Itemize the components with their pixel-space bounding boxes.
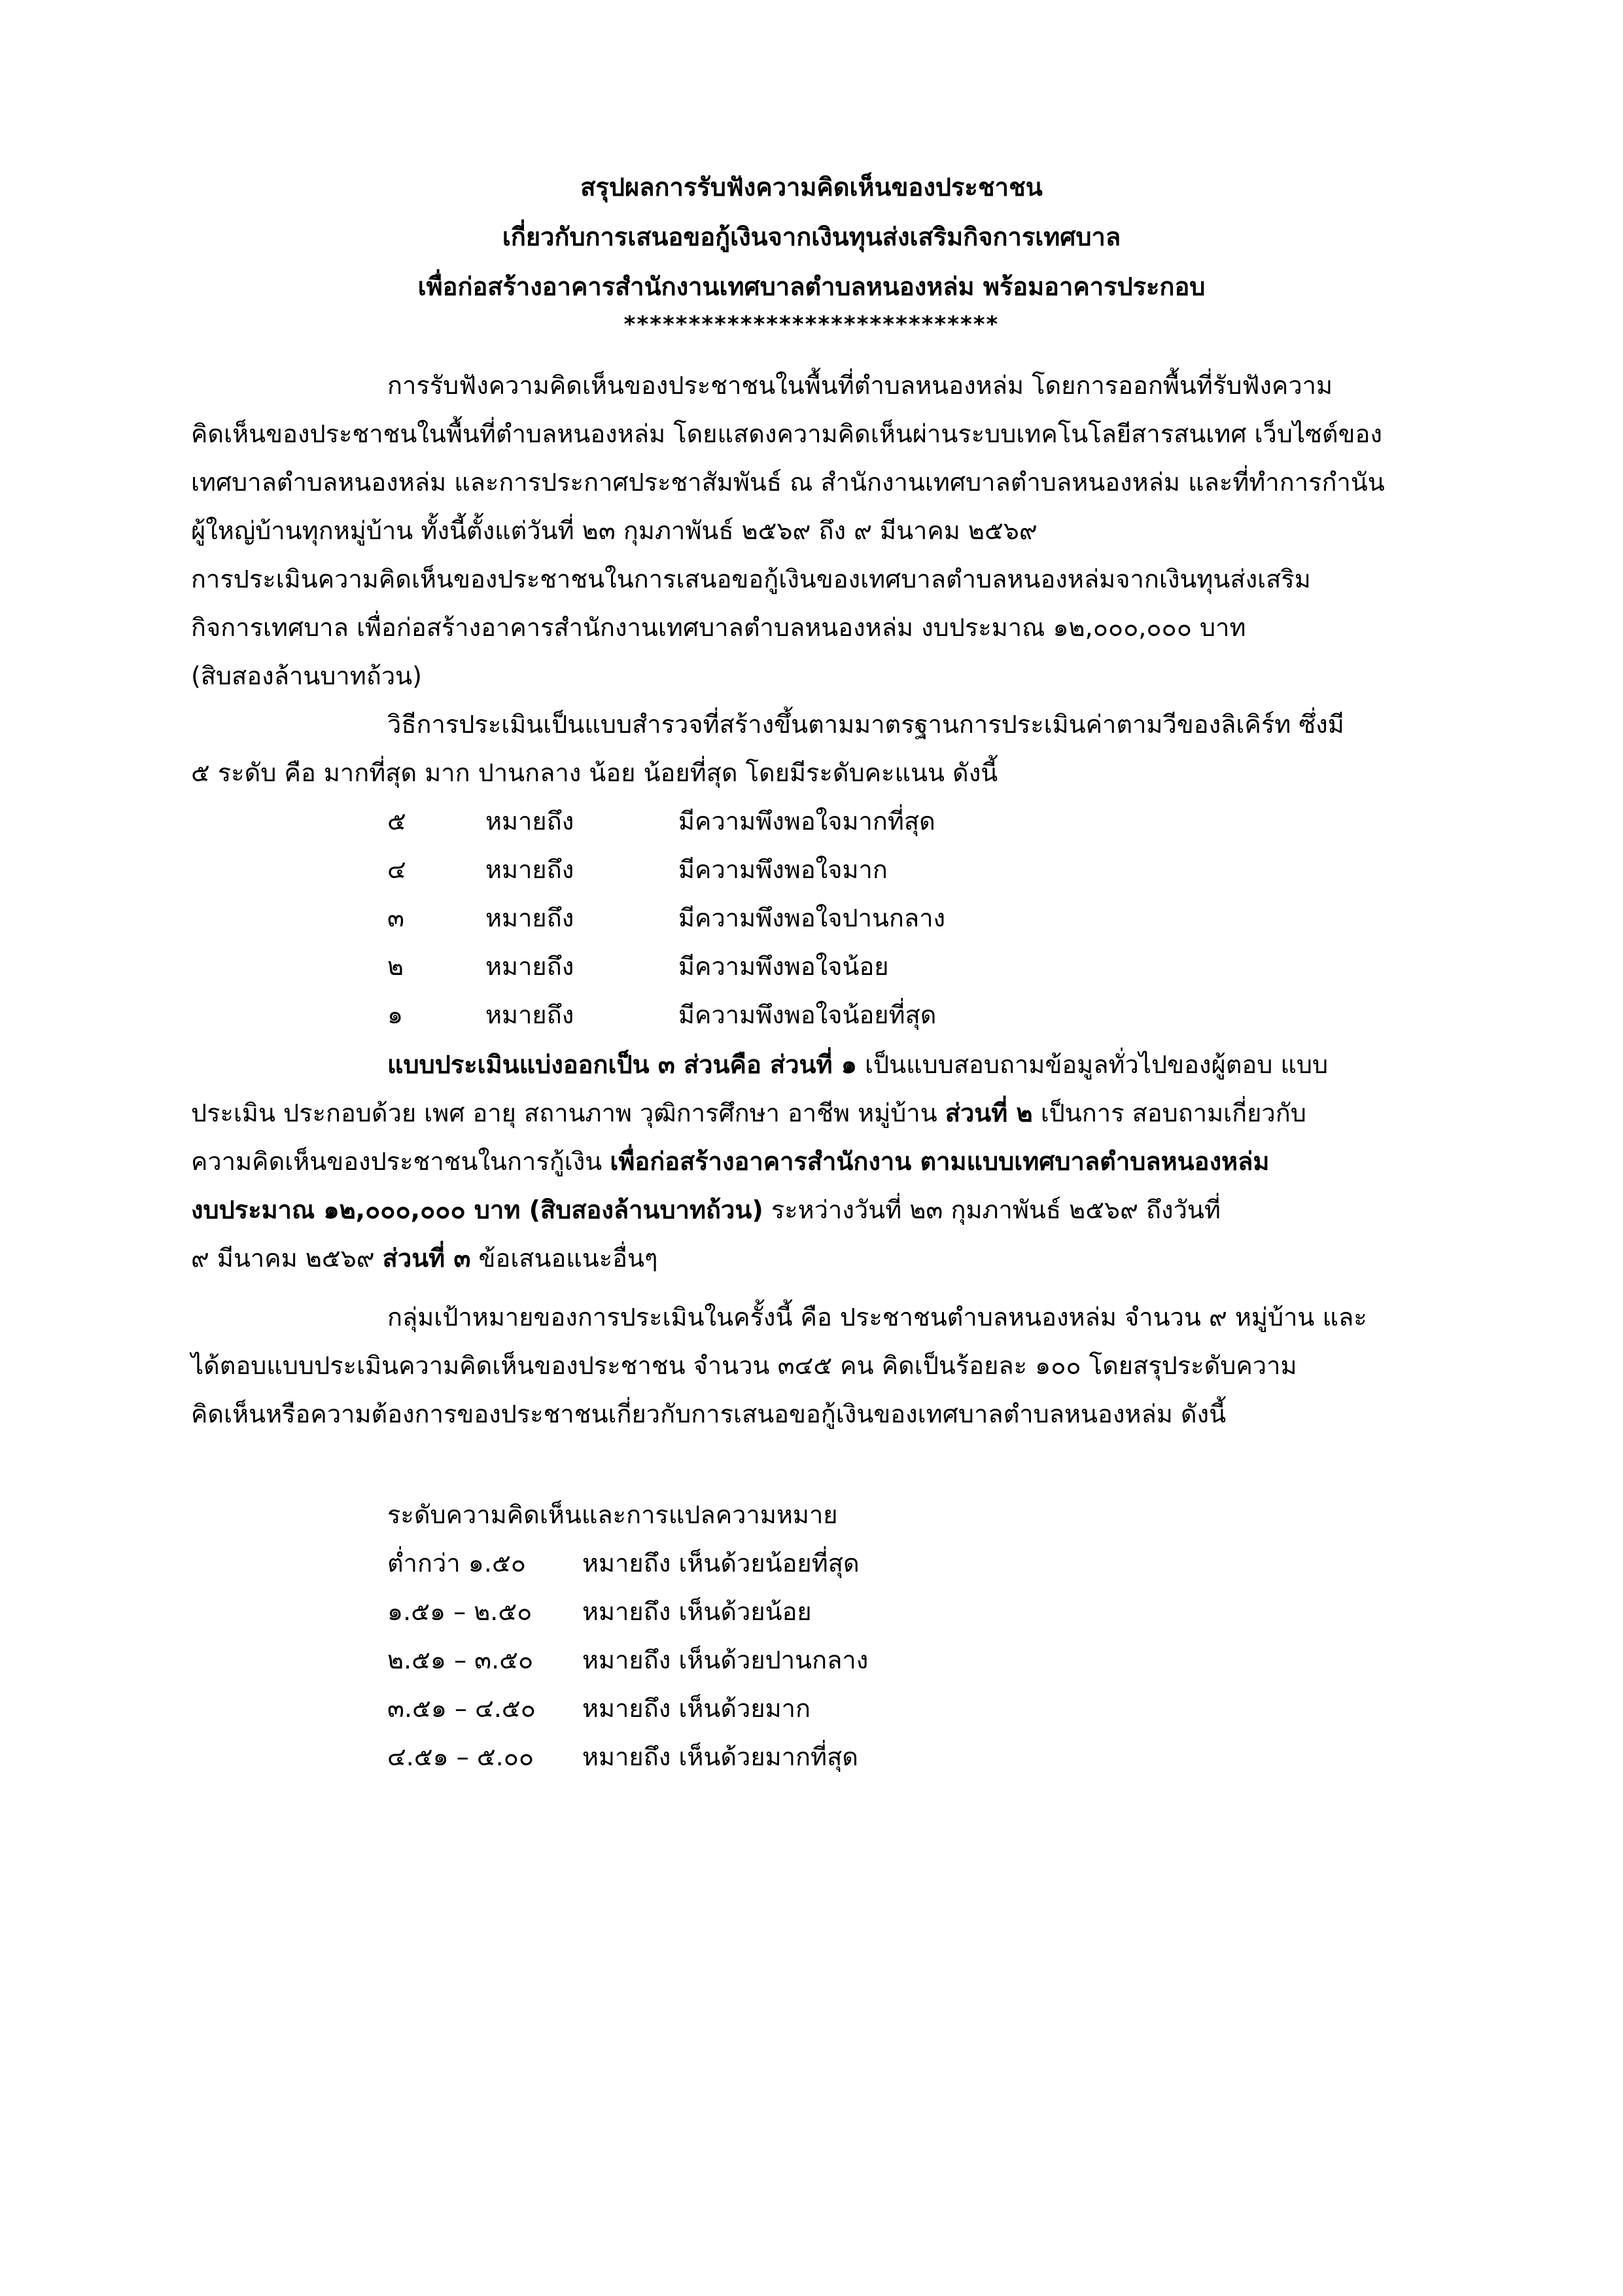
text-line: เทศบาลตำบลหนองหล่ม และการประกาศประชาสัมพันธ์ ณ สำนักงานเทศบาลตำบลหนองหล่ม และที่ทำการกำนัน xyxy=(191,468,1385,497)
title-line-2: เกี่ยวกับการเสนอขอกู้เงินจากเงินทุนส่งเสริมกิจการเทศบาล xyxy=(502,222,1121,251)
level-range: ต่ำกว่า ๑.๕๐ xyxy=(387,1549,526,1578)
scale-description: มีความพึงพอใจน้อย xyxy=(678,952,889,981)
bold-text: แบบประเมินแบ่งออกเป็น ๓ ส่วนคือ ส่วนที่ ๑ xyxy=(387,1050,857,1079)
text-line: คิดเห็นหรือความต้องการของประชาชนเกี่ยวกับการเสนอขอกู้เงินของเทศบาลตำบลหนองหล่ม ดังนี้ xyxy=(191,1400,1227,1428)
bold-text: เพื่อก่อสร้างอาคารสำนักงาน ตามแบบเทศบาลตำบลหนองหล่ม xyxy=(610,1147,1270,1176)
paragraph-structure xyxy=(191,1040,1454,1282)
bold-text: งบประมาณ ๑๒,๐๐๐,๐๐๐ บาท (สิบสองล้านบาทถ้วน) xyxy=(191,1195,763,1224)
text-span: ประเมิน ประกอบด้วย เพศ อายุ สถานภาพ วุฒิการศึกษา อาชีพ หมู่บ้าน xyxy=(191,1099,945,1127)
paragraph-target-group xyxy=(191,1293,1454,1438)
title-line-3: เพื่อก่อสร้างอาคารสำนักงานเทศบาลตำบลหนองหล่ม พร้อมอาคารประกอบ xyxy=(417,272,1206,301)
bold-text: ส่วนที่ ๓ xyxy=(382,1244,471,1273)
level-meaning: หมายถึง เห็นด้วยน้อย xyxy=(582,1597,812,1626)
text-line: ผู้ใหญ่บ้านทุกหมู่บ้าน ทั้งนี้ตั้งแต่วันที่ ๒๓ กุมภาพันธ์ ๒๕๖๙ ถึง ๙ มีนาคม ๒๕๖๙ xyxy=(191,516,1038,545)
text-line: ได้ตอบแบบประเมินความคิดเห็นของประชาชน จำนวน ๓๔๕ คน คิดเป็นร้อยละ ๑๐๐ โดยสรุประดับความ xyxy=(191,1351,1297,1380)
level-range: ๓.๕๑ – ๔.๕๐ xyxy=(387,1694,536,1723)
level-range: ๑.๕๑ – ๒.๕๐ xyxy=(387,1597,532,1626)
text-line xyxy=(191,1186,1454,1234)
scale-means: หมายถึง xyxy=(485,1000,574,1029)
scale-description: มีความพึงพอใจน้อยที่สุด xyxy=(678,1000,937,1029)
paragraph-introduction xyxy=(191,361,1454,700)
text-line: การประเมินความคิดเห็นของประชาชนในการเสนอขอกู้เงินของเทศบาลตำบลหนองหล่มจากเงินทุนส่งเสริม xyxy=(191,565,1311,593)
level-meaning: หมายถึง เห็นด้วยน้อยที่สุด xyxy=(582,1549,860,1578)
scale-means: หมายถึง xyxy=(485,807,574,836)
text-line xyxy=(191,1089,1454,1137)
level-range: ๒.๕๑ – ๓.๕๐ xyxy=(387,1646,534,1674)
text-line: กิจการเทศบาล เพื่อก่อสร้างอาคารสำนักงานเทศบาลตำบลหนองหล่ม งบประมาณ ๑๒,๐๐๐,๐๐๐ บาท xyxy=(191,613,1246,642)
scale-means: หมายถึง xyxy=(485,855,574,884)
text-span: ความคิดเห็นของประชาชนในการกู้เงิน xyxy=(191,1147,610,1176)
scale-score: ๑ xyxy=(387,1000,404,1029)
text-line: ๕ ระดับ คือ มากที่สุด มาก ปานกลาง น้อย น้อยที่สุด โดยมีระดับคะแนน ดังนี้ xyxy=(191,758,998,787)
text-line xyxy=(191,1234,1454,1282)
text-line: (สิบสองล้านบาทถ้วน) xyxy=(191,662,422,690)
levels-heading: ระดับความคิดเห็นและการแปลความหมาย xyxy=(387,1500,838,1529)
level-meaning: หมายถึง เห็นด้วยมาก xyxy=(582,1694,811,1723)
text-line: กลุ่มเป้าหมายของการประเมินในครั้งนี้ คือ ประชาชนตำบลหนองหล่ม จำนวน ๙ หมู่บ้าน และ xyxy=(387,1303,1367,1332)
scale-means: หมายถึง xyxy=(485,904,574,932)
text-line: วิธีการประเมินเป็นแบบสำรวจที่สร้างขึ้นตามมาตรฐานการประเมินค่าตามวีของลิเคิร์ท ซึ่งมี xyxy=(387,710,1344,739)
level-meaning: หมายถึง เห็นด้วยมากที่สุด xyxy=(582,1742,858,1771)
text-line: คิดเห็นของประชาชนในพื้นที่ตำบลหนองหล่ม โดยแสดงความคิดเห็นผ่านระบบเทคโนโลยีสารสนเทศ เว็บไซต์ของ xyxy=(191,419,1382,448)
scale-score: ๒ xyxy=(387,952,404,981)
text-line: การรับฟังความคิดเห็นของประชาชนในพื้นที่ตำบลหนองหล่ม โดยการออกพื้นที่รับฟังความ xyxy=(387,371,1333,400)
text-span: ระหว่างวันที่ ๒๓ กุมภาพันธ์ ๒๕๖๙ ถึงวันที่ xyxy=(763,1195,1221,1224)
scale-means: หมายถึง xyxy=(485,952,574,981)
text-span: ๙ มีนาคม ๒๕๖๙ xyxy=(191,1244,383,1273)
text-line xyxy=(191,1137,1454,1186)
title-line-1: สรุปผลการรับฟังความคิดเห็นของประชาชน xyxy=(580,173,1043,202)
text-span: เป็นแบบสอบถามข้อมูลทั่วไปของผู้ตอบ แบบ xyxy=(856,1050,1329,1079)
paragraph-method xyxy=(191,700,1454,797)
scale-description: มีความพึงพอใจปานกลาง xyxy=(678,904,946,932)
scale-score: ๕ xyxy=(387,807,406,836)
bold-text: ส่วนที่ ๒ xyxy=(945,1099,1033,1127)
text-line xyxy=(191,1040,1454,1089)
scale-score: ๓ xyxy=(387,904,404,932)
scale-description: มีความพึงพอใจมากที่สุด xyxy=(678,807,935,836)
text-span: ข้อเสนอแนะอื่นๆ xyxy=(470,1244,658,1273)
scale-description: มีความพึงพอใจมาก xyxy=(678,855,888,884)
title-separator: ***************************** xyxy=(623,311,1000,338)
scale-score: ๔ xyxy=(387,855,406,884)
text-span: เป็นการ สอบถามเกี่ยวกับ xyxy=(1032,1099,1306,1127)
level-range: ๔.๕๑ – ๕.๐๐ xyxy=(387,1742,534,1771)
level-meaning: หมายถึง เห็นด้วยปานกลาง xyxy=(582,1646,869,1674)
document-title xyxy=(0,162,1623,338)
